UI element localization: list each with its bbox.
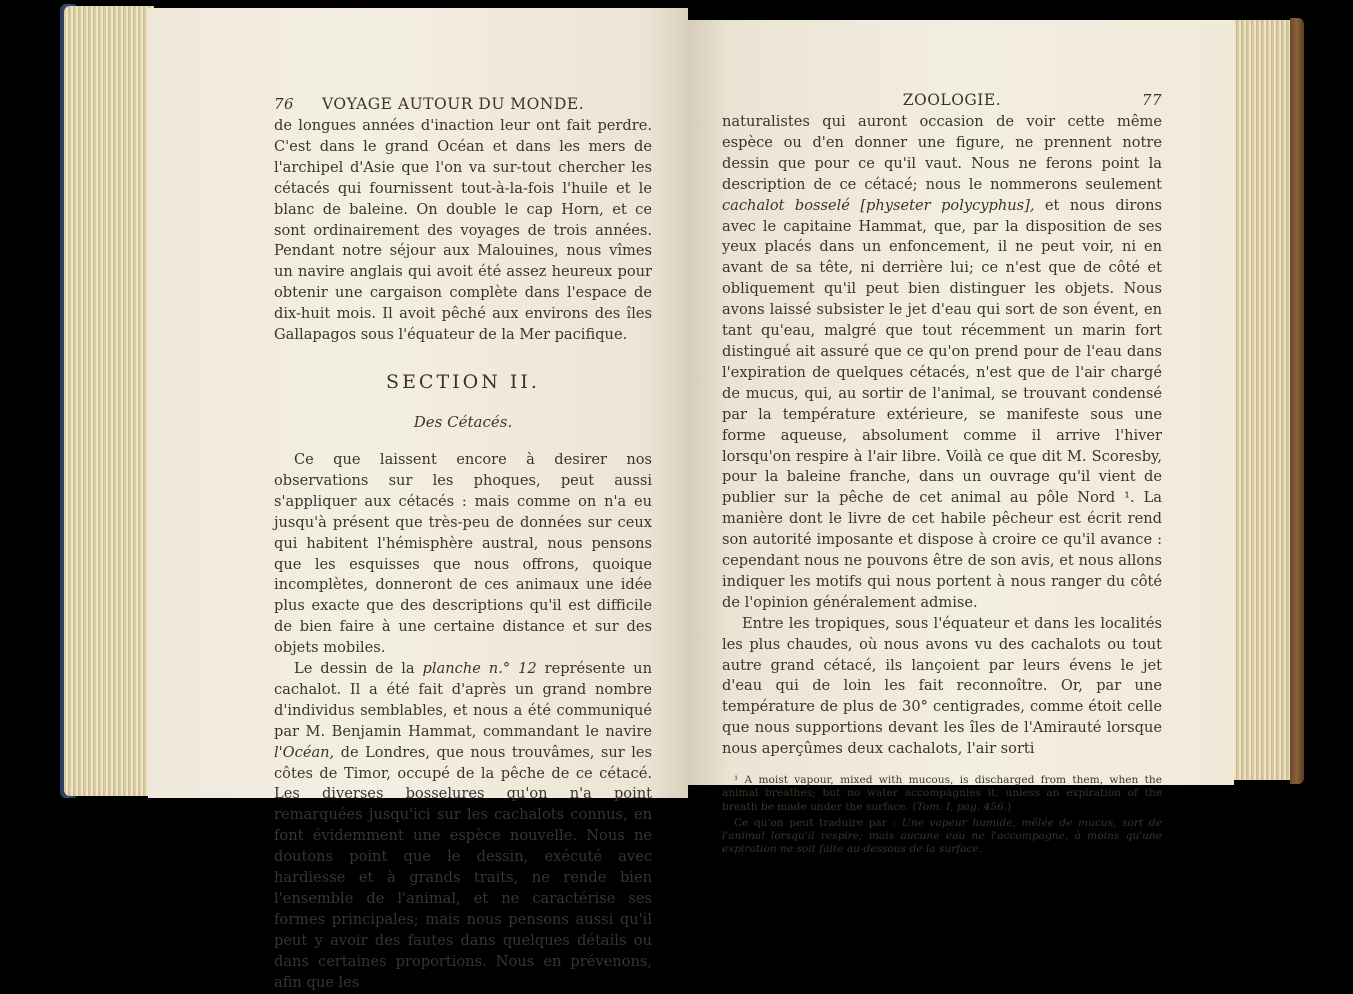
right-running-head (722, 90, 1162, 110)
right-page-number: 77 (1141, 91, 1162, 109)
planche-reference: planche n.° 12 (422, 660, 537, 678)
right-body-text (722, 112, 1162, 760)
footnote-1 (722, 774, 1162, 814)
footnote-2 (722, 817, 1162, 857)
right-paragraph-2: Entre les tropiques, sous l'équateur et dans les localités les plus chaudes, où nous avons vu des cachalots ou tout autre grand cétacé, ils lançoient par leurs évens le jet d'eau qui de loin les fait reconnoître. Or, par une température de plus de 30° centigrades, comme étoit celle que nous supportions devant les îles de l'Amirauté lorsque nous aperçûmes deux cachalots, l'air sorti (722, 614, 1162, 758)
left-page (148, 8, 688, 991)
right-paragraph-1-part-b: et nous dirons avec le capitaine Hammat, que, par la disposition de ses yeux placés dans un enfoncement, il ne peut voir, ni en avant de sa tête, ni derrière lui; ce n'est que de côté et obliquement qu'il peut bien distinguer les objets. Nous avons laissé subsister le jet d'eau qui sort de son évent, en tant qu'eau, malgré que tout récemment un marin fort distingué ait assuré que ce qu'on prend pour de l'eau dans l'expiration de quelques cétacés, n'est que de l'air chargé de mucus, qui, au sortir de l'animal, se trouvant condensé par la température extérieure, se manifeste sous une forme aqueuse, absolument comme il arrive l'hiver lorsqu'on respire à l'air libre. Voilà ce que dit M. Scoresby, pour la baleine franche, dans un ouvrage qu'il vient de publier sur la pêche de cet animal au pôle Nord ¹. La manière dont le livre de cet habile pêcheur est écrit rend son autorité imposante et dispose à croire ce qu'il avance : cependant nous ne pouvons être de son avis, et nous allons indiquer les motifs qui nous portent à nous ranger du côté de l'opinion généralement admise. (722, 196, 1162, 611)
section-subtitle: Des Cétacés. (413, 412, 513, 431)
ship-name: l'Océan, (274, 743, 335, 761)
right-page (688, 20, 1234, 856)
footnote-1-reference: Tom. I, pag. 456. (916, 800, 1008, 813)
book-cover-right (1290, 18, 1304, 784)
right-paragraph-1 (722, 112, 1162, 614)
footnotes (722, 774, 1162, 856)
left-body-text (274, 116, 652, 994)
left-paragraph-3-part-b: représente un cachalot. Il a été fait d'après un grand nombre d'individus semblables, et nous a été communiqué par M. Benjamin Hammat, commandant le navire (274, 660, 652, 740)
footnote-2-translation: Une vapeur humide, mêlée de mucus, sort de l'animal lorsqu'il respire; mais aucune eau ne l'accompagne, à moins qu'une expiration ne soit faite au-dessous de la surface. (722, 816, 1162, 856)
left-paragraph-3-part-c: de Londres, que nous trouvâmes, sur les côtes de Timor, occupé de la pêche de ce cétacé. Les diverses bosselures qu'on n'a point remarquées jusqu'ici sur les cachalots connus, en font évidemment une espèce nouvelle. Nous ne doutons point que le dessin, exécuté avec hardiesse et à grands traits, ne rende bien l'ensemble de l'animal, et ne caractérise ses formes principales; mais nous pensons aussi qu'il peut y avoir des fautes dans quelques détails ou dans certaines proportions. Nous en prévenons, afin que les (274, 743, 652, 991)
left-paragraph-1: de longues années d'inaction leur ont fait perdre. C'est dans le grand Océan et dans les mers de l'archipel d'Asie que l'on va sur-tout chercher les cétacés qui fournissent tout-à-la-fois l'huile et le blanc de baleine. On double le cap Horn, et ce sont ordinairement des voyages de trois années. Pendant notre séjour aux Malouines, nous vîmes un navire anglais qui avoit été assez heureux pour obtenir une cargaison complète dans l'espace de dix-huit mois. Il avoit pêché aux environs des îles Gallapagos sous l'équateur de la Mer pacifique. (274, 117, 652, 344)
left-paragraph-2: Ce que laissent encore à desirer nos observations sur les phoques, peut aussi s'appliquer aux cétacés : mais comme on n'a eu jusqu'à présent que très-peu de données sur ceux qui habitent l'hémisphère austral, nous pensons que les esquisses que nous offrons, quoique incomplètes, donneront de ces animaux une idée plus exacte que des descriptions qu'il est difficile de bien faire à une certaine distance et sur des objets mobiles. (274, 450, 652, 657)
section-title: SECTION II. (386, 370, 540, 393)
right-running-title: ZOOLOGIE. (902, 91, 1002, 109)
species-name: cachalot bosselé [physeter polycyphus], (722, 196, 1035, 214)
footnote-2-part-a: Ce qu'on peut traduire par : (734, 816, 902, 829)
page-edges-left (64, 6, 154, 796)
left-paragraph-3 (274, 659, 652, 994)
footnote-1-part-a: ¹ A moist vapour, mixed with mucous, is discharged from them, when the animal breathes; but no water accompagnies it, unless an expiration of the breath be made under the surface. ( (722, 774, 1162, 813)
left-running-head (274, 94, 652, 114)
left-page-number: 76 (274, 95, 295, 113)
left-running-title: VOYAGE AUTOUR DU MONDE. (321, 95, 585, 113)
footnote-1-part-b: ) (1007, 800, 1012, 813)
left-paragraph-3-part-a: Le dessin de la (294, 660, 423, 678)
right-paragraph-1-part-a: naturalistes qui auront occasion de voir cette même espèce ou d'en donner une figure, ne prennent notre dessin que pour ce qu'il vaut. Nous ne ferons point la description de ce cétacé; nous le nommerons seulement (722, 113, 1162, 193)
